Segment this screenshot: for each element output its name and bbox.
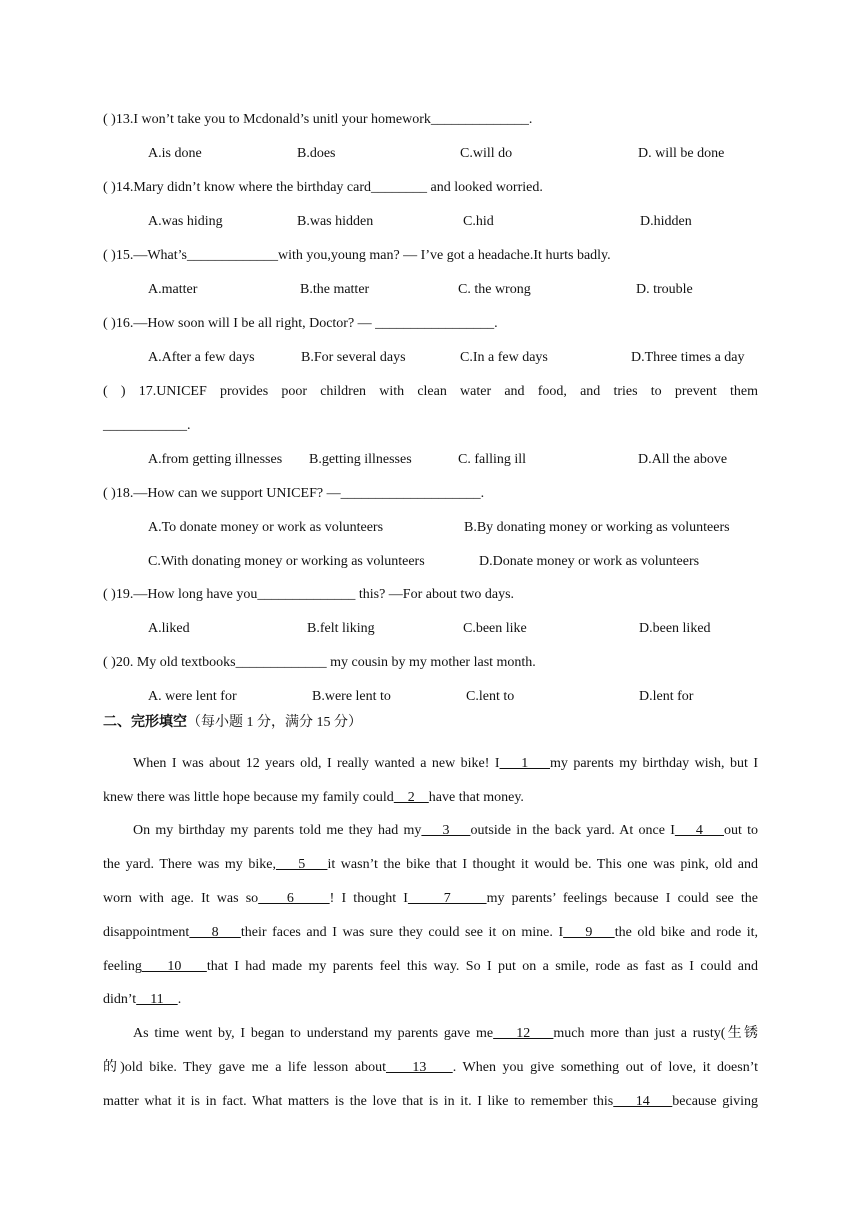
q14-option-c: C.hid [463, 214, 494, 229]
blank-12: 12 [493, 1026, 554, 1041]
q15-option-b: B.the matter [300, 282, 370, 297]
q18-option-c: C.With donating money or working as volunteers [148, 554, 425, 569]
q19-option-a: A.liked [148, 621, 190, 636]
section-2-heading [103, 713, 362, 732]
q14-option-a: A.was hiding [148, 214, 223, 229]
question-13-stem: ( )13.I won’t take you to Mcdonald’s unitl your homework______________. [103, 112, 533, 127]
q20-option-b: B.were lent to [312, 689, 391, 704]
passage-p3-line2: 的)old bike. They gave me a life lesson about 13 . When you give something out of love, it doesn’t [103, 1060, 759, 1075]
q16-option-c: C.In a few days [460, 350, 548, 365]
q13-option-c: C.will do [460, 146, 513, 161]
blank-4: 4 [674, 823, 724, 838]
blank-3: 3 [421, 823, 471, 838]
q18-option-d: D.Donate money or work as volunteers [479, 554, 700, 569]
blank-14: 14 [613, 1094, 673, 1109]
q20-option-c: C.lent to [466, 689, 515, 704]
passage-p1-line2: knew there was little hope because my family could 2 have that money. [103, 790, 524, 805]
question-17-stem-line1: ( ) 17.UNICEF provides poor children with clean water and food, and tries to prevent them [103, 384, 758, 399]
question-19-stem: ( )19.—How long have you______________ this? —For about two days. [103, 587, 515, 602]
section-2-title: 二、完形填空 [103, 714, 187, 730]
passage-p3-line3: matter what it is in fact. What matters is the love that is in it. I like to remember this 14 because giving [103, 1094, 758, 1109]
passage-p2-line1: On my birthday my parents told me they had my 3 outside in the back yard. At once I 4 out to [133, 823, 759, 838]
q17-option-a: A.from getting illnesses [148, 452, 283, 467]
q16-option-a: A.After a few days [148, 350, 255, 365]
blank-9: 9 [563, 925, 615, 940]
q16-option-b: B.For several days [301, 350, 406, 365]
q17-option-c: C. falling ill [458, 452, 527, 467]
passage-p1-line1: When I was about 12 years old, I really wanted a new bike! I 1 my parents my birthday wish, but I [133, 756, 758, 771]
q14-option-d: D.hidden [640, 214, 692, 229]
question-17-stem-line2: ____________. [103, 418, 191, 433]
blank-8: 8 [189, 925, 241, 940]
passage-p3-line1: As time went by, I began to understand my parents gave me 12 much more than just a rusty(生锈 [133, 1026, 758, 1041]
passage-p2-line6: didn’t 11 . [103, 992, 182, 1007]
question-16-stem: ( )16.—How soon will I be all right, Doctor? — _________________. [103, 316, 498, 331]
question-20-stem: ( )20. My old textbooks_____________ my cousin by my mother last month. [103, 655, 536, 670]
q17-option-d: D.All the above [638, 452, 728, 467]
blank-6: 6 [258, 891, 330, 906]
blank-13: 13 [385, 1060, 453, 1075]
blank-5: 5 [275, 857, 328, 872]
q15-option-d: D. trouble [636, 282, 693, 297]
blank-11: 11 [136, 992, 178, 1007]
passage-p2-line4: disappointment 8 their faces and I was sure they could see it on mine. I 9 the old bike and rode it, [103, 925, 759, 940]
blank-2: 2 [393, 790, 429, 805]
q20-option-d: D.lent for [639, 689, 694, 704]
question-15-stem: ( )15.—What’s_____________with you,young man? — I’ve got a headache.It hurts badly. [103, 248, 611, 263]
q20-option-a: A. were lent for [148, 689, 237, 704]
q19-option-d: D.been liked [639, 621, 711, 636]
blank-7: 7 [407, 891, 487, 906]
q13-option-a: A.is done [148, 146, 202, 161]
q15-option-c: C. the wrong [458, 282, 531, 297]
passage-p2-line2: the yard. There was my bike, 5 it wasn’t the bike that I thought it would be. This one was pink, old and [103, 857, 758, 872]
q18-option-b: B.By donating money or working as volunteers [464, 520, 730, 535]
q17-option-b: B.getting illnesses [309, 452, 412, 467]
q13-option-d: D. will be done [638, 146, 725, 161]
q15-option-a: A.matter [148, 282, 198, 297]
passage-p2-line3: worn with age. It was so 6 ! I thought I 7 my parents’ feelings because I could see the [103, 891, 759, 906]
question-14-stem: ( )14.Mary didn’t know where the birthday card________ and looked worried. [103, 180, 543, 195]
q13-option-b: B.does [297, 146, 336, 161]
question-18-stem: ( )18.—How can we support UNICEF? —____________________. [103, 486, 485, 501]
q16-option-d: D.Three times a day [631, 350, 745, 365]
q18-option-a: A.To donate money or work as volunteers [148, 520, 384, 535]
passage-p2-line5: feeling 10 that I had made my parents feel this way. So I put on a smile, rode as fast as I could and [103, 959, 759, 974]
q14-option-b: B.was hidden [297, 214, 374, 229]
q19-option-c: C.been like [463, 621, 527, 636]
q19-option-b: B.felt liking [307, 621, 375, 636]
blank-1: 1 [499, 756, 550, 771]
blank-10: 10 [141, 959, 207, 974]
section-2-note: （每小题 1 分，满分 15 分） [187, 715, 362, 730]
